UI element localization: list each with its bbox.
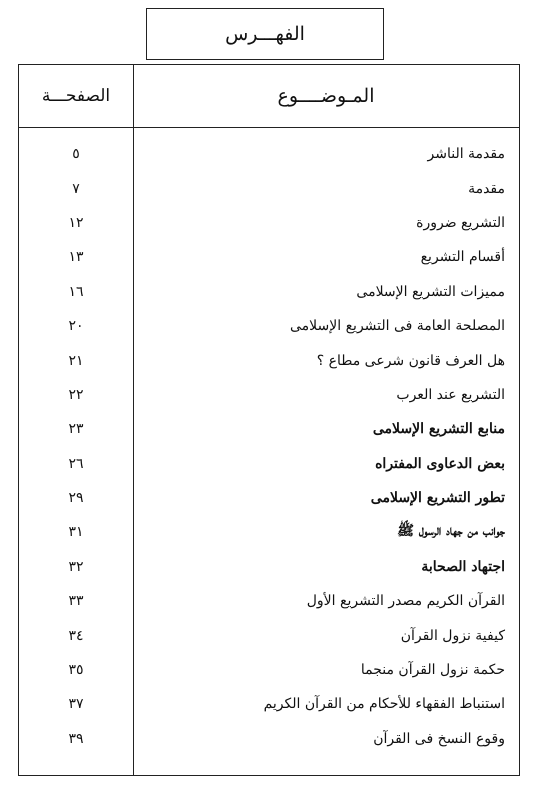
toc-page-number: ٣٢ [68,558,84,575]
topic-column-header: المـوضــــوع [277,85,375,107]
toc-row[interactable] [19,412,519,446]
page-column-header: الصفحـــة [41,86,111,106]
toc-row[interactable] [19,653,519,687]
toc-topic: تطور التشريع الإسلامى [370,490,505,507]
toc-page-number: ١٣ [68,249,84,266]
toc-row[interactable] [19,618,519,652]
toc-topic: المصلحة العامة فى التشريع الإسلامى [290,318,505,335]
toc-row[interactable] [19,275,519,309]
toc-topic: منابع التشريع الإسلامى [372,421,505,438]
header-divider [19,127,519,128]
toc-topic: حكمة نزول القرآن منجما [360,662,505,679]
table-of-contents [18,64,520,776]
toc-page-number: ٣١ [68,524,84,541]
toc-page-number: ٢٠ [68,318,84,335]
toc-topic: أقسام التشريع [420,249,505,266]
toc-page-number: ٢٦ [68,455,84,472]
toc-topic: استنباط الفقهاء للأحكام من القرآن الكريم [263,696,505,713]
toc-page-number: ٢٢ [68,386,84,403]
toc-row[interactable] [19,378,519,412]
toc-page-number: ٣٤ [68,627,84,644]
toc-row[interactable] [19,137,519,171]
toc-row[interactable] [19,515,519,549]
toc-topic: جوانب من جهاد الرسول ﷺ [397,523,505,540]
page-title: الفهـــرس [225,23,305,45]
toc-row[interactable] [19,171,519,205]
toc-page-number: ٣٩ [68,730,84,747]
toc-topic: القرآن الكريم مصدر التشريع الأول [306,593,505,610]
toc-topic: وقوع النسخ فى القرآن [373,730,505,747]
toc-page-number: ٣٣ [68,593,84,610]
toc-row[interactable] [19,481,519,515]
toc-page-number: ٥ [72,146,80,163]
toc-page-number: ٢٩ [68,490,84,507]
toc-row[interactable] [19,584,519,618]
toc-page-number: ١٢ [68,214,84,231]
index-title-box [146,8,384,60]
toc-page-number: ٢٣ [68,421,84,438]
toc-topic: مقدمة [468,180,505,197]
toc-topic: التشريع عند العرب [396,386,505,403]
toc-row[interactable] [19,309,519,343]
toc-row[interactable] [19,343,519,377]
toc-row[interactable] [19,687,519,721]
toc-page-number: ٧ [72,180,80,197]
toc-row[interactable] [19,206,519,240]
toc-page-number: ٢١ [68,352,84,369]
toc-topic: هل العرف قانون شرعى مطاع ؟ [316,352,505,369]
toc-topic: مقدمة الناشر [427,146,505,163]
toc-page-number: ١٦ [68,283,84,300]
toc-topic: بعض الدعاوى المفتراه [375,455,505,472]
toc-row[interactable] [19,722,519,756]
toc-page-number: ٣٧ [68,696,84,713]
toc-topic: كيفية نزول القرآن [400,627,505,644]
toc-row[interactable] [19,240,519,274]
toc-topic: مميزات التشريع الإسلامى [356,283,505,300]
toc-row[interactable] [19,447,519,481]
toc-topic: التشريع ضرورة [416,214,505,231]
toc-topic: اجتهاد الصحابة [421,558,505,575]
toc-row[interactable] [19,550,519,584]
toc-entries [19,137,519,756]
toc-page-number: ٣٥ [68,662,84,679]
